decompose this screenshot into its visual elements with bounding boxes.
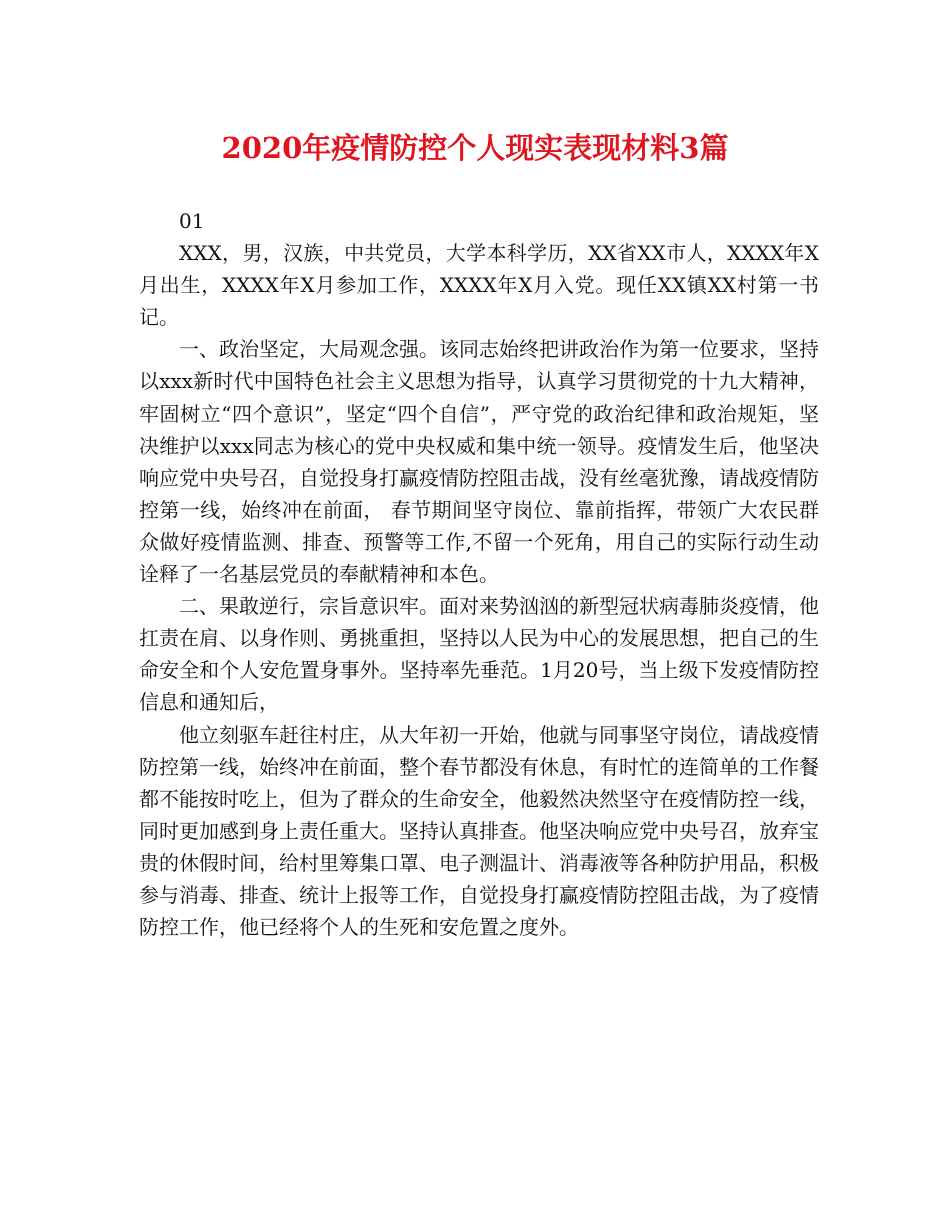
- section-label: 01: [179, 209, 205, 233]
- paragraph-frontline: 他立刻驱车赶往村庄，从大年初一开始，他就与同事坚守岗位，请战疫情防控第一线，始终冲在前面，整个春节都没有休息，有时忙的连简单的工作餐都不能按时吃上，但为了群众的生命安全，他毅然决然坚守在疫情防控一线，同时更加感到身上责任重大。坚持认真排查。他坚决响应党中央号召，放弃宝贵的休假时间，给村里筹集口罩、电子测温计、消毒液等各种防护用品，积极参与消毒、排查、统计上报等工作，自觉投身打赢疫情防控阻击战，为了疫情防控工作，他已经将个人的生死和安危置之度外。: [139, 722, 819, 940]
- paragraph-profile: XXX，男，汉族，中共党员，大学本科学历，XX省XX市人，XXXX年X月出生，XXXX年X月参加工作，XXXX年X月入党。现任XX镇XX村第一书记。: [139, 241, 819, 330]
- paragraph-political: 一、政治坚定，大局观念强。该同志始终把讲政治作为第一位要求，坚持以xxx新时代中国特色社会主义思想为指导，认真学习贯彻党的十九大精神，牢固树立“四个意识”，坚定“四个自信”，严守党的政治纪律和政治规矩，坚决维护以xxx同志为核心的党中央权威和集中统一领导。疫情发生后，他坚决响应党中央号召，自觉投身打赢疫情防控阻击战，没有丝毫犹豫，请战疫情防控第一线，始终冲在前面， 春节期间坚守岗位、靠前指挥，带领广大农民群众做好疫情监测、排查、预警等工作,不留一个死角，用自己的实际行动生动诠释了一名基层党员的奉献精神和本色。: [139, 337, 819, 587]
- document-body: [139, 205, 819, 943]
- document-title: 2020年疫情防控个人现实表现材料3篇: [221, 131, 729, 165]
- paragraph-courage: 二、果敢逆行，宗旨意识牢。面对来势汹汹的新型冠状病毒肺炎疫情，他扛责在肩、以身作则、勇挑重担，坚持以人民为中心的发展思想，把自己的生命安全和个人安危置身事外。坚持率先垂范。1月20号，当上级下发疫情防控信息和通知后，: [139, 594, 819, 715]
